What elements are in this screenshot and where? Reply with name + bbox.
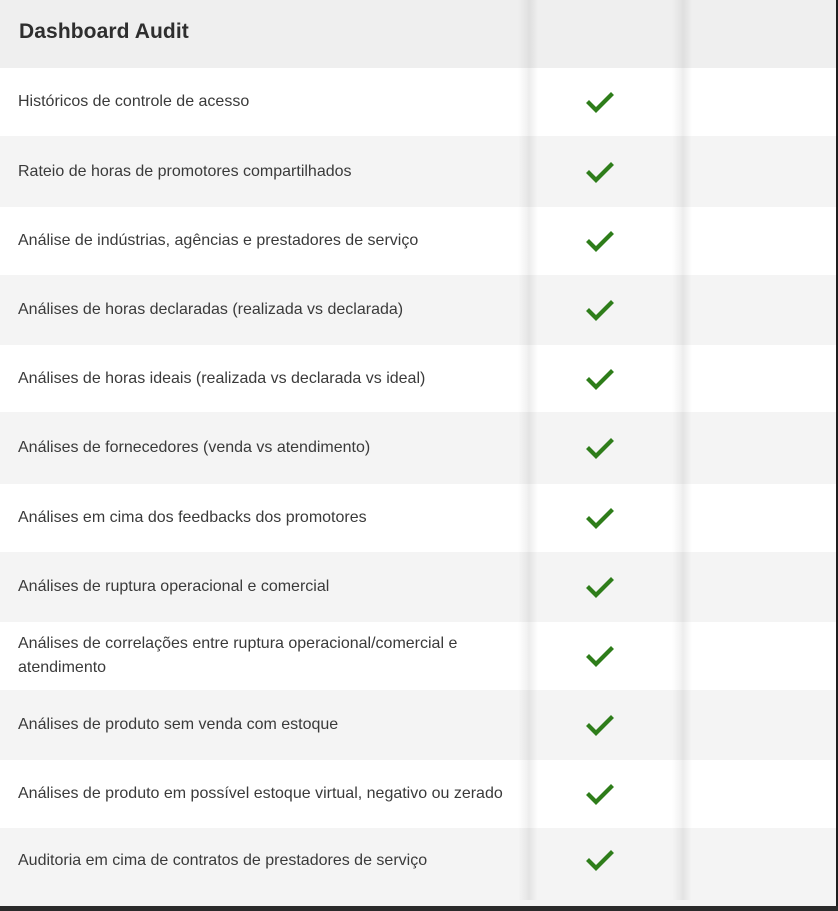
row-label: Análises em cima dos feedbacks dos promotores bbox=[18, 509, 367, 526]
table-row bbox=[0, 828, 838, 906]
row-label: Históricos de controle de acesso bbox=[18, 93, 250, 110]
table-row bbox=[0, 412, 838, 484]
table-row bbox=[0, 68, 838, 136]
row-label: Análises de produto em possível estoque virtual, negativo ou zerado bbox=[18, 785, 503, 802]
row-label: Análises de produto sem venda com estoque bbox=[18, 716, 339, 733]
row-label: Rateio de horas de promotores compartilhados bbox=[18, 162, 352, 180]
checkmark-icon bbox=[586, 849, 614, 871]
checkmark-icon bbox=[586, 645, 614, 667]
table-row bbox=[0, 136, 838, 207]
checkmark-icon bbox=[586, 230, 614, 252]
checkmark-icon bbox=[586, 91, 614, 113]
table-row bbox=[0, 207, 838, 275]
row-label: Análises de ruptura operacional e comercial bbox=[18, 578, 330, 595]
table-row bbox=[0, 622, 838, 690]
row-label: Auditoria em cima de contratos de prestadores de serviço bbox=[18, 852, 428, 869]
row-label: Análises de horas declaradas (realizada vs declarada) bbox=[18, 301, 404, 318]
table-row bbox=[0, 760, 838, 828]
row-label: Análises de correlações entre ruptura operacional/comercial e atendimento bbox=[18, 635, 458, 676]
table-row bbox=[0, 275, 838, 345]
checkmark-icon bbox=[586, 507, 614, 529]
checkmark-icon bbox=[586, 783, 614, 805]
table-row bbox=[0, 345, 838, 412]
table-title: Dashboard Audit bbox=[19, 20, 189, 43]
table-row bbox=[0, 690, 838, 760]
checkmark-icon bbox=[586, 576, 614, 598]
table-row bbox=[0, 484, 838, 552]
checkmark-icon bbox=[586, 714, 614, 736]
table-header bbox=[0, 0, 838, 68]
checkmark-icon bbox=[586, 161, 614, 183]
checkmark-icon bbox=[586, 437, 614, 459]
bottom-border bbox=[0, 906, 838, 911]
checkmark-icon bbox=[586, 299, 614, 321]
row-label: Análises de fornecedores (venda vs atendimento) bbox=[18, 439, 371, 456]
row-label: Análises de horas ideais (realizada vs declarada vs ideal) bbox=[18, 369, 426, 387]
checkmark-icon bbox=[586, 368, 614, 390]
table-row bbox=[0, 552, 838, 622]
row-label: Análise de indústrias, agências e prestadores de serviço bbox=[18, 232, 419, 249]
